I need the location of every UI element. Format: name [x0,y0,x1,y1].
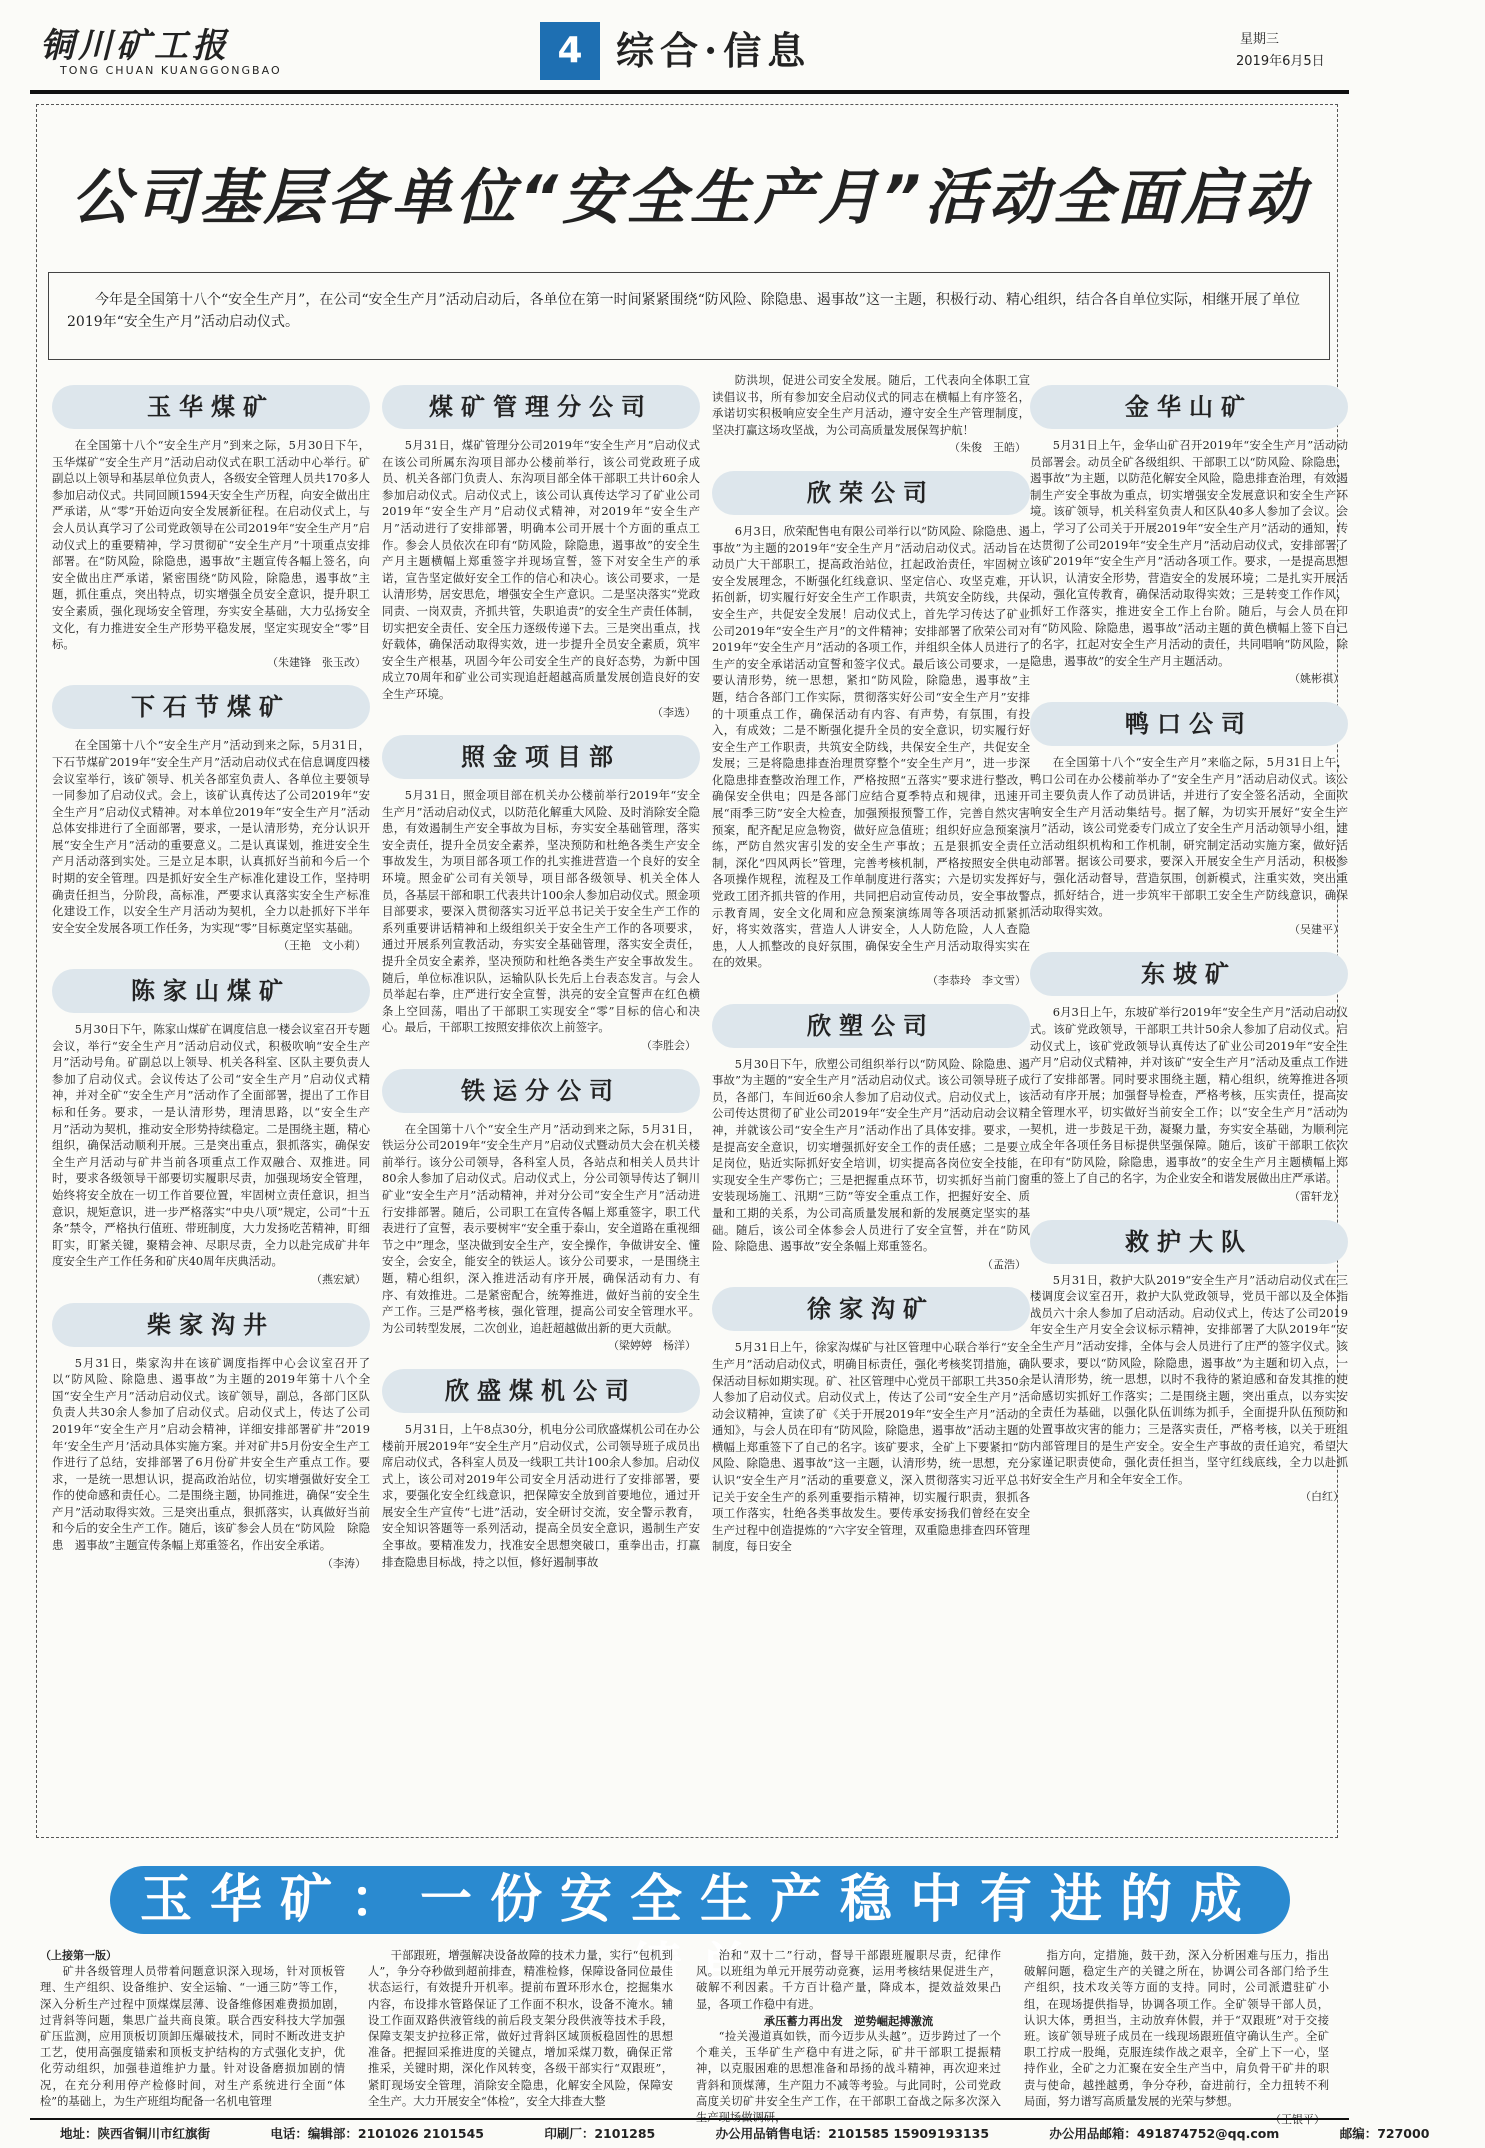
article-body: 5月31日上午，金华山矿召开2019年“安全生产月”活动动员部署会。动员全矿各级组织、干部职工以“防风险、除隐患，遏事故”为主题，以防范化解安全风险，隐患排查治理，有效遏制生产安全事故为重点，切实增强安全发展意识和安全生产环境。该矿领导，机关科室负责人和区队40多人参加了会议。会上，学习了公司关于开展2019年“安全生产月”活动的通知，传达贯彻了公司2019年“安全生产月”活动启动仪式，安排部署了该矿2019年“安全生产月”活动各项工作。要求，一是提高思想认识，认清安全形势，营造安全的发展环境；二是扎实开展活动，强化宣传教育，确保活动取得实效；三是转变工作作风，抓好工作落实，推进安全工作上台阶。随后，与会人员在印有“防风险、除隐患，遏事故”活动主题的黄色横幅上签下自己的名字，扛起对安全生产月活动的责任，共同唱响“防风险，除隐患，遏事故”的安全生产月主题活动。 [1030,438,1348,668]
feature-text: 干部跟班，增强解决设备故障的技术力量，实行“包机到人”，争分夺秒做到超前排查，精准检修，保障设备同位最佳状态运行，有效提升开机率。提前布置环形水仓，挖掘集水内容，布设排水管路保证了工作面不积水，设备不淹水。辅设工作面双路供液管线的前后段支架分段供液等技术手段，保障支架支护拉移正常，做好过背斜区域顶板稳固性的思想准备。把握回采推进度的关键点，增加采煤刀数，确保正常推采，关键时期，深化作风转变，各级干部实行“双跟班”，紧盯现场安全管理，消除安全隐患，化解安全风险，保障安全生产。大力开展安全“体检”，安全大排查大整 [368,1949,673,2108]
weekday: 星期三 [1240,32,1280,47]
issue-date: 2019年6月5日 [1236,54,1325,69]
article-byline: （李恭玲 李文雪） [927,974,1026,987]
article-body: 5月31日，煤矿管理分公司2019年“安全生产月”启动仪式在该公司所属东沟项目部办公楼前举行，该公司党政班子成员、机关各部门负责人、东沟项目部全体干部职工共计60余人参加启动仪式。启动仪式上，该公司认真传达学习了矿业公司2019年“安全生产月”启动仪式精神，对2019年“安全生产月”活动进行了安排部署，明确本公司开展十个方面的重点工作。参会人员依次在印有“防风险，除隐患，遏事故”的安全生产月主题横幅上郑重签字并现场宣誓，签下对安全生产的承诺，宣告坚定做好安全工作的信心和决心。该公司要求，一是认清形势，居安思危，增强安全生产意识。二是坚决落实“党政同责、一岗双责，齐抓共管，失职追责”的安全生产责任体制，切实把安全责任、安全压力逐级传递下去。三是突出重点，找好载体，确保活动取得实效，进一步提升全员安全素质，筑牢安全生产根基，巩固今年公司安全生产的良好态势，为新中国成立70周年和矿业公司实现追赶超越高质量发展创造良好的安全生产环境。 [382,438,700,701]
column-3 [712,372,1030,1555]
feature-subheading: 承压蓄力再出发 逆势崛起搏激流 [763,2013,934,2028]
feature-column-1 [40,1948,345,2110]
article-byline: （朱俊 王皓） [949,441,1026,455]
article-body: 5月31日，照金项目部在机关办公楼前举行2019年“安全生产月”活动启动仪式，以防范化解重大风险、及时消除安全隐患，有效遏制生产安全事故为目标，夯实安全基础管理，落实安全责任，提升全员安全素养，坚决预防和杜绝各类生产安全事故发生，为项目部各项工作的扎实推进营造一个良好的安全环境。照金矿公司有关领导，项目部各级领导、机关全体人员，各基层干部和职工代表共计100余人参加启动仪式。照金项目部要求，要深入贯彻落实习近平总书记关于安全生产工作的系列重要讲话精神和上级组织关于安全生产工作的各项要求，通过开展系列宣教活动，夯实安全基础管理，落实安全责任，提升全员安全素养，坚决预防和杜绝各类生产安全事故发生。随后，单位标准识队，运输队队长先后上台表态发言。与会人员举起右拳，庄严进行安全宣誓，洪亮的安全宣誓声在红色横条上空回荡，唱出了干部职工实现安全“零”目标的信心和决心。最后，干部职工按照安排依次上前签字。 [382,788,700,1035]
article-byline: （李胜会） [641,1039,696,1052]
article-title: 下石节煤矿 [52,685,370,729]
article-byline: （梁婷婷 杨洋） [608,1339,696,1353]
footer-postcode: 邮编：727000 [1339,2126,1430,2141]
footer [60,2124,1430,2142]
article-byline: （燕宏斌） [311,1272,366,1286]
article-byline: （姚彬祺） [1289,672,1344,686]
article-byline: （吴建平） [1289,922,1344,936]
article-byline: （雷轩龙） [1289,1189,1344,1203]
feature-banner: 玉华矿：一份安全生产稳中有进的成绩单 [110,1866,1290,1934]
page-number-badge: 4 [540,22,600,80]
intro-box: 今年是全国第十八个“安全生产月”，在公司“安全生产月”活动启动后，各单位在第一时间紧紧围绕“防风险、除隐患、遏事故”这一主题，积极行动、精心组织，结合各自单位实际，相继开展了单位2019年“安全生产月”活动启动仪式。 [48,272,1330,360]
article-body: 在全国第十八个“安全生产月”到来之际，5月30日下午，玉华煤矿“安全生产月”活动启动仪式在职工活动中心举行。矿副总以上领导和基层单位负责人，各级安全管理人员共170多人参加启动仪式。共同回顾1594天安全生产历程，向安全做出庄严承诺，从“零”开始迈向安全发展新征程。在启动仪式上，与会人员认真学习了公司党政领导在公司2019年“安全生产月”启动仪式上的重要精神，学习贯彻矿“安全生产月”十项重点安排部署。在“防风险，除隐患，遏事故”主题宣传各幅上签名，向安全做出庄严承诺，紧密围绕“防风险，除隐患，遏事故”主题，抓住重点，突出特点，切实增强全员安全意识，提升职工安全素质，强化现场安全管理，夯实安全基础，大力弘扬安全文化，有力推进安全生产形势平稳发展，坚定实现安全“零”目标。 [52,438,370,652]
article-title: 徐家沟矿 [712,1287,1030,1331]
feature-column-2 [368,1948,673,2110]
article-body: 5月31日，上午8点30分，机电分公司欣盛煤机公司在办公楼前开展2019年“安全生产月”启动仪式，公司领导班子成员出席启动仪式，各科室人员及一线职工共计100余人参加。启动仪式上，该公司对2019年公司安全月活动进行了安排部署，要求，要强化安全红线意识，把保障安全放到首要地位，通过开展安全生产宣传“七进”活动，安全研讨交流，安全警示教育，安全知识答题等一系列活动，提高全员安全意识，遏制生产安全事故。要精准发力，找准安全思想突破口，重拳出击，打赢排查隐患目标战，持之以恒，修好遏制事故 [382,1421,700,1569]
footer-rule [30,2118,1349,2120]
feature-text: 治和“双十二”行动，督导干部跟班履职尽责，纪律作风。以班组为单元开展劳动竞赛，运用考核结果促进生产，破解不利因素。千方百计稳产量，降成本，提效益效果凸显，各项工作稳中有进。 [696,1949,1001,2011]
article-title: 陈家山煤矿 [52,969,370,1013]
article-title: 鸭口公司 [1030,702,1348,746]
article-body: 在全国第十八个“安全生产月”活动到来之际，5月31日，下石节煤矿2019年“安全生产月”活动启动仪式在信息调度四楼会议室举行，该矿领导、机关各部室负责人、各单位主要领导一同参加了启动仪式。会上，该矿认真传达了公司2019年“安全生产月”启动仪式精神。对本单位2019年“安全生产月”活动总体安排进行了全面部署，要求，一是认清形势，充分认识开展“安全生产月”活动的重要意义。二是认真谋划，推进安全生产月活动落到实处。三是立足本职，认真抓好当前和今后一个时期的安全管理。四是抓好安全生产标准化建设工作，坚持明确责任担当，分阶段，高标准，严要求认真落实安全生产标准化建设工作，以安全生产月活动为契机，全力以赴抓好下半年安全安全发展各项工作任务，为实现“零”目标奠定坚实基础。 [52,738,370,935]
masthead-rule [30,90,1349,94]
column-1 [52,385,370,1572]
newspaper-logo: 铜川矿工报 [40,26,230,66]
article-body: 5月31日上午，徐家沟煤矿与社区管理中心联合举行“安全生产月”活动启动仪式，明确目标责任，强化考核奖罚措施，确保活动目标如期实现。矿、社区管理中心党员干部职工共350余人参加了启动仪式。启动仪式上，传达了公司“安全生产月”活动会议精神，宣读了矿《关于开展2019年“安全生产月”活动的通知》，与会人员在印有“防风险，除隐患，遏事故”活动主题的横幅上郑重签下了自己的名字。该矿要求，全矿上下要紧扣“防风险、除隐患、遏事故”这一主题，认清形势，统一思想，充分认识“安全生产月”活动的重要意义，深入贯彻落实习近平总书记关于安全生产的系列重要指示精神，切实履行职责，狠抓各项工作落实，牡绝各类事故发生。要传承安扬我们曾经在安全生产过程中创造提炼的“六字安全管理，双重隐患排查四环管理制度，每日安全 [712,1340,1030,1554]
article-title: 铁运分公司 [382,1069,700,1113]
article-body-continued: 防洪坝，促进公司安全发展。随后，工代表向全体职工宣读倡议书，所有参加安全启动仪式的同志在横幅上有序签名，承诺切实积极响应安全生产月活动，遵守安全生产管理制度，坚决打赢这场攻坚战，为公司高质量发展保驾护航！ [712,373,1030,437]
article-body: 在全国第十八个“安全生产月”来临之际，5月31日上午，鸭口公司在办公楼前举办了“安全生产月”活动启动仪式。该公司主要负责人作了动员讲话，并进行了安全签名活动，全面吹响安全生产月活动集结号。据了解，为切实开展好“安全生产月”活动，该公司党委专门成立了安全生产月活动领导小组，建立活动组织机构和工作机制，研究制定活动实施方案，做好活动部署。据该公司要求，要深入开展安全生产月活动，积极参与，强化活动督导，营造氛围，创新模式，注重实效，突出重点，抓好结合，进一步筑牢干部职工安全生产防线意识，确保活动取得实效。 [1030,754,1348,919]
article-byline: （朱建锋 张玉改） [267,655,366,669]
article-byline: （白红） [1300,1490,1344,1504]
newspaper-pinyin: TONG CHUAN KUANGGONGBAO [60,64,282,77]
article-body: 6月3日上午，东坡矿举行2019年“安全生产月”活动启动仪式。该矿党政领导，干部职工共计50余人参加了启动仪式。启动仪式上，该矿党政领导认真传达了矿业公司2019年“安全生产月”启动仪式精神，并对该矿“安全生产月”活动及重点工作进行了安排部署。同时要求围绕主题，精心组织，统筹推进各项活动有序开展；加强督导检查，严格考核，压实责任，提高安全管理水平，切实做好当前安全工作；以“安全生产月”活动为契机，进一步鼓足干劲，凝聚力量，夯实安全基础，为顺利完成全年各项任务目标提供坚强保障。随后，该矿干部职工依次在印有“防风险，除隐患，遏事故”的安全生产月主题横幅上郑重的签上了自己的名字，为企业安全和谐发展做出庄严承诺。 [1030,1005,1348,1186]
footer-sales-phone: 办公用品销售电话：2101585 15909193135 [715,2126,990,2141]
feature-column-4 [1024,1948,1329,2128]
feature-text: “捡关漫道真如铁，而今迈步从头越”。迈步跨过了一个个难关，玉华矿生产稳中有进之际，矿井干部职工提振精神，以克服困难的思想准备和昂扬的战斗精神，再次迎来过背斜和顶煤薄，生产阻力不减等考验。与此同时，公司党政高度关切矿井安全生产工作，在干部职工奋战之际多次深入 [696,2030,1001,2108]
article-byline: （李选） [652,705,696,719]
article-body: 5月31日，救护大队2019“安全生产月”活动启动仪式在三楼调度会议室召开，救护大队党政领导，党员干部以及全体指战员六十余人参加了启动活动。启动仪式上，传达了公司2019年安全生产月安全会议标示精神，安排部署了大队2019年“安全生产月”活动安排，全体与会人员进行了庄严的签字仪式。该队要求，要以“防风险，除隐患，遏事故”为主题和切入点，一是认清形势，统一思想，以时不我待的紧迫感和奋发其推的使命感切实抓好工作落实；二是围绕主题，突出重点，以夯实安全责任为基础，以强化队伍训练为抓手，全面提升队伍预防和处置事故灾害的能力；三是落实责任，严格考核，以关于班组内部管理目的是生产安全。安全生产事故的责任追究，希望大家谨记职责使命，强化责任担当，坚守红线底线，全力以赴抓好安全生产月和全年安全工作。 [1030,1272,1348,1486]
article-title: 柴家沟井 [52,1303,370,1347]
feature-text: 指方向，定措施，鼓干劲，深入分析困难与压力，指出破解问题，稳定生产的关键之所在，协调公司各部门给予生产组织，技术攻关等方面的支持。同时，公司派遣驻矿小组，在现场提供指导，协调各项工作。全矿领导干部人员，认识大体，勇担当，主动放弃休假，并于“双跟班”对于交接班。该矿领导班子成员在一线现场跟班值守确认生产。全矿职工拧成一股绳，克服连续作战之艰辛，全矿上下一心，坚持作业，全矿之力汇聚在安全生产当中，肩负骨干矿井的职责与使命，越挫越勇，争分夺秒，奋进前行，全力扭转不利局面，努力谱写高质量发展的光荣与梦想。 [1024,1949,1329,2108]
feature-text: 矿井各级管理人员带着问题意识深入现场，针对顶板管理、生产组织、设备维护、安全运输、“一通三防”等工作，深入分析生产过程中顶煤煤层薄、设备维修困难费损加剧，过背斜等问题，集思广益共商良策。联合西安科技大学加强矿压监测，应用顶板切顶卸压爆破技术，同时不断改进支护工艺，使用高强度锚索和顶板支护结构的方式强化支护，优化劳动组织，加强巷道维护力量。针对设备磨损加剧的情况，在充分利用停产检修时间，对生产系统进行全面“体检”的基础上，为生产班组均配备一名机电管理 [40,1965,345,2108]
footer-printing-phone: 印刷厂：2101285 [544,2126,656,2141]
article-byline: （李涛） [322,1556,366,1570]
feature-lead: （上接第一版） [40,1949,117,1962]
footer-editorial-phone: 电话：编辑部：2101026 2101545 [270,2126,484,2141]
article-body: 5月30日下午，陈家山煤矿在调度信息一楼会议室召开专题会议，举行“安全生产月”活动启动仪式，积极吹响“安全生产月”活动号角。矿副总以上领导、机关各科室、区队主要负责人参加了启动仪式。会议传达了公司“安全生产月”启动仪式精神，并对全矿“安全生产月”活动作了全面部署，提出了工作目标和任务。要求，一是认清形势，理清思路，以“安全生产月”活动为契机，推动安全形势持续稳定。二是围绕主题，精心组织，确保活动顺利开展。三是突出重点，狠抓落实，确保安全生产月活动与矿井当前各项重点工作双融合、双推进。同时，要求各级领导干部要切实履职尽责，加强现场安全管理，始终将安全放在一切工作首要位置，牢固树立责任意识，担当意识，规矩意识，进一步严格落实“中央八项”规定，公司“十五条”禁令，严格执行值班、带班制度，大力发扬吃苦精神，盯细盯实，盯紧关键，聚精会神、尽职尽责，全力以赴完成矿井年度安全生产工作任务和矿庆40周年庆典活动。 [52,1022,370,1269]
section-title: 综合·信息 [616,28,812,73]
article-body: 5月30日下午，欣塑公司组织举行以“防风险、除隐患、遏事故”为主题的“安全生产月”活动启动仪式。该公司领导班子成员，各部门，车间近60余人参加了启动仪式。启动仪式上，该公司传达贯彻了矿业公司2019年“安全生产月”活动启动会议精神，并就该公司“安全生产月”活动作出了具体安排。要求，一是提高安全意识，切实增强抓好安全工作的责任感；二是要立足岗位，贴近实际抓好安全培训，切实提高各岗位安全技能，实现安全生产零伤亡；三是把握重点环节，切实抓好当前门窗安装现场施工、汛期“三防”等安全重点工作，把握好安全、质量和工期的关系，为公司高质量发展和新的发展奠定坚实的基础。随后，该公司全体参会人员进行了安全宣誓，并在“防风险、除隐患、遏事故”安全条幅上郑重签名。 [712,1056,1030,1254]
article-title: 煤矿管理分公司 [382,385,700,429]
footer-address: 地址：陕西省铜川市红旗街 [60,2126,211,2141]
article-title: 东坡矿 [1030,952,1348,996]
article-title: 欣盛煤机公司 [382,1369,700,1413]
article-body: 在全国第十八个“安全生产月”活动到来之际，5月31日，铁运分公司2019年“安全生产月”启动仪式暨动员大会在机关楼前举行。该分公司领导，各科室人员，各站点和相关人员共计80余人参加了启动仪式。启动仪式上，分公司领导传达了铜川矿业“安全生产月”活动精神，并对分公司“安全生产月”活动进行安排部署。随后，公司职工在宣传各幅上郑重签字，职工代表进行了宣誓，表示要树牢“安全重于泰山，安全道路在重视细节之中”理念，坚决做到安全生产，安全操作，争做讲安全、懂安全，会安全，能安全的铁运人。该分公司要求，一是围绕主题，精心组织，深入推进活动有序开展，确保活动有力、有序、有效推进。二是紧密配合，统筹推进，做好当前的安全生产工作。三是严格考核，强化管理，提高公司安全管理水平。为公司转型发展，二次创业，追赶超越做出新的更大贡献。 [382,1121,700,1335]
article-title: 照金项目部 [382,735,700,779]
article-title: 欣荣公司 [712,471,1030,515]
feature-column-3 [696,1948,1001,2126]
article-byline: （王艳 文小莉） [278,939,366,953]
article-body: 5月31日，柴家沟井在该矿调度指挥中心会议室召开了以“防风险、除隐患、遏事故”为主题的2019年第十八个全国“安全生产月”活动启动仪式。该矿领导，副总，各部门区队负责人共30余人参加了启动仪式。启动仪式上，传达了公司2019年“安全生产月”启动会精神，详细安排部署矿井“2019年‘安全生产月’活动具体实施方案。并对矿井5月份安全生产工作进行了总结，安排部署了6月份矿井安全生产重点工作。要求，一是统一思想认识，提高政治站位，切实增强做好安全工作的使命感和责任心。二是围绕主题，协同推进，确保“安全生产月”活动取得实效。三是突出重点，狠抓落实，认真做好当前和今后的安全生产工作。随后，该矿参会人员在“防风险 除隐患 遏事故”主题宣传条幅上郑重签名，作出安全承诺。 [52,1355,370,1553]
article-body: 6月3日，欣荣配售电有限公司举行以“防风险、除隐患、遏事故”为主题的2019年“安全生产月”活动启动仪式。活动旨在动员广大干部职工，提高政治站位，扛起政治责任，牢固树立安全发展理念，不断强化红线意识、坚定信心、攻坚克难，开拓创新，切实履行好安全生产工作职责，共筑安全防线，共保安全生产，共促安全发展！启动仪式上，首先学习传达了矿业公司2019年“安全生产月”的文件精神；安排部署了欣荣公司对2019年“安全生产月”活动的各项工作，并组织全体人员进行了生产的安全承诺活动宣誓和签字仪式。最后该公司要求，一是要认清形势，统一思想，紧扣“防风险，除隐患，遏事故”主题，结合各部门工作实际，贯彻落实好公司“安全生产月”安排的十项重点工作，确保活动有内容、有声势，有氛围，有投入，有成效；二是不断强化提升全员的安全意识，切实履行好安全生产工作职责，共筑安全防线，共保安全生产，共促安全发展；三是将隐患排查治理贯穿整个“安全生产月”，进一步深化隐患排查整改治理工作，严格按照“五落实”要求进行整改，确保安全供电；四是各部门应结合夏季特点和规律，迅速开展“雨季三防”安全大检查，加强预报预警工作，完善自然灾害预案，配齐配足应急物资，做好应急值班；组织好应急预案演练，严防自然灾害引发的安全生产事故；五是狠抓安全责任制，深化“四风两长”管理，完善考核机制，严格按照安全供电各项操作规程，流程及工作单制度进行落实；六是切实发挥好党政工团齐抓共管的作用，共同把启动宣传动员，安全事故警示教育周，安全文化周和应急预案演练周等各项活动抓紧抓好，将实效落实，营造人人讲安全，人人防危险，人人查隐患，人人抓整改的良好氛围，确保安全生产月活动取得实实在在的效果。 [712,523,1030,970]
article-byline: （孟浩） [982,1257,1026,1271]
column-4 [1030,385,1348,1506]
article-title: 玉华煤矿 [52,385,370,429]
page-headline: 公司基层各单位“安全生产月”活动全面启动 [71,163,1309,233]
column-2 [382,385,700,1570]
article-title: 欣塑公司 [712,1004,1030,1048]
article-title: 救护大队 [1030,1220,1348,1264]
article-title: 金华山矿 [1030,385,1348,429]
footer-email: 办公用品邮箱：491874752@qq.com [1049,2126,1280,2141]
